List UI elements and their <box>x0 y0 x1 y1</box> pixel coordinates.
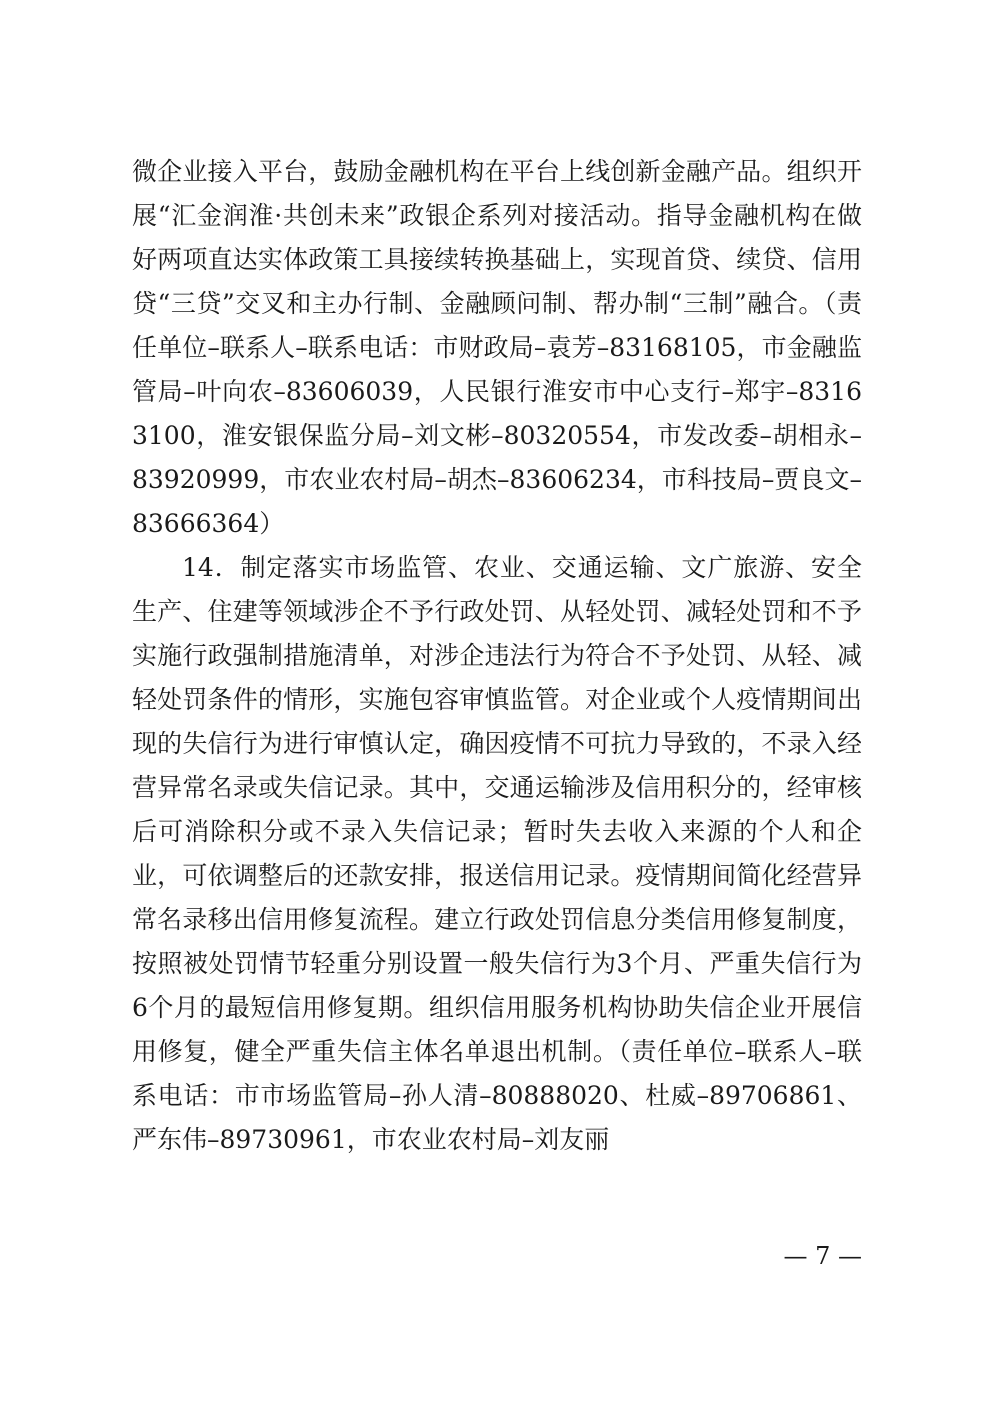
body-text <box>132 150 862 1162</box>
page-number: — 7 — <box>783 1242 862 1270</box>
paragraph-item-14: 14．制定落实市场监管、农业、交通运输、文广旅游、安全生产、住建等领域涉企不予行政处罚、从轻处罚、减轻处罚和不予实施行政强制措施清单，对涉企违法行为符合不予处罚、从轻、减轻处罚条件的情形，实施包容审慎监管。对企业或个人疫情期间出现的失信行为进行审慎认定，确因疫情不可抗力导致的，不录入经营异常名录或失信记录。其中，交通运输涉及信用积分的，经审核后可消除积分或不录入失信记录；暂时失去收入来源的个人和企业，可依调整后的还款安排，报送信用记录。疫情期间简化经营异常名录移出信用修复流程。建立行政处罚信息分类信用修复制度，按照被处罚情节轻重分别设置一般失信行为3个月、严重失信行为6个月的最短信用修复期。组织信用服务机构协助失信企业开展信用修复，健全严重失信主体名单退出机制。（责任单位–联系人–联系电话：市市场监管局–孙人清–80888020、杜威–89706861、严东伟–89730961，市农业农村局–刘友丽 <box>132 553 862 1154</box>
paragraph-continued: 微企业接入平台，鼓励金融机构在平台上线创新金融产品。组织开展“汇金润淮·共创未来”政银企系列对接活动。指导金融机构在做好两项直达实体政策工具接续转换基础上，实现首贷、续贷、信用贷“三贷”交叉和主办行制、金融顾问制、帮办制“三制”融合。（责任单位–联系人–联系电话：市财政局–袁芳–83168105，市金融监管局–叶向农–83606039，人民银行淮安市中心支行–郑宇–83163100，淮安银保监分局–刘文彬–80320554，市发改委–胡相永–83920999，市农业农村局–胡杰–83606234，市科技局–贾良文–83666364） <box>132 157 862 538</box>
